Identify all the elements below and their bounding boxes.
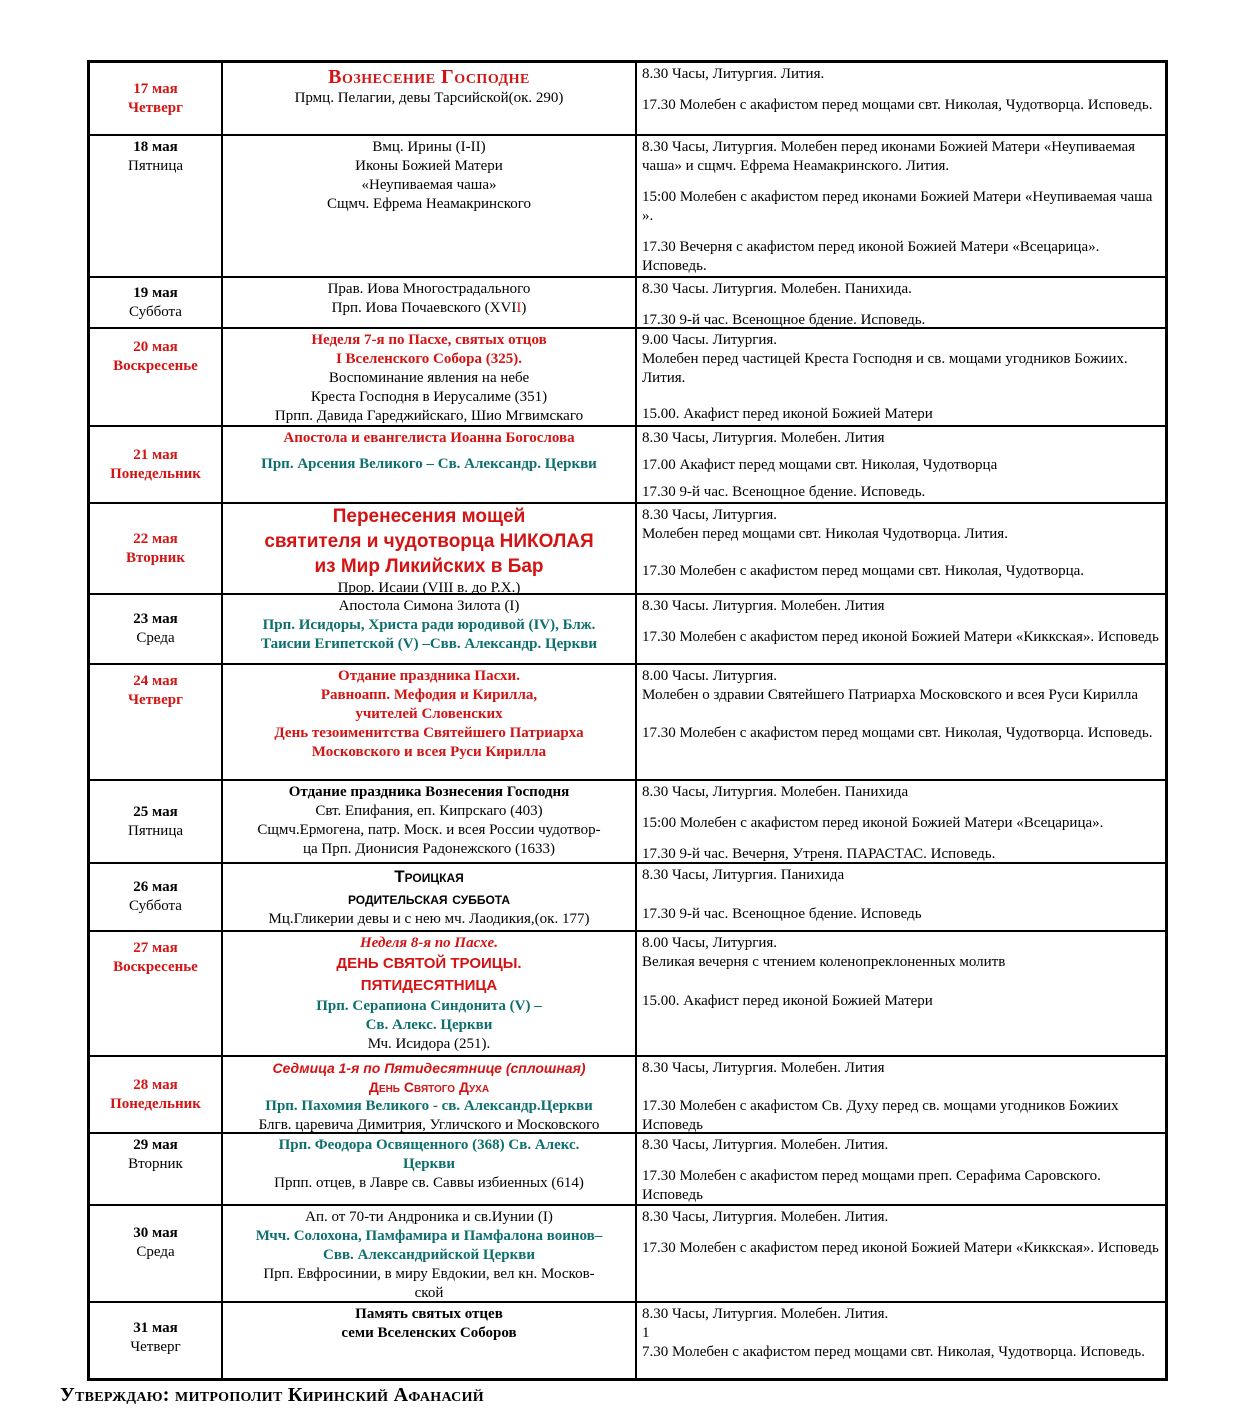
feast-cell — [223, 504, 637, 596]
approval-signature: Утверждаю: митрополит Киринский Афанасий — [60, 1384, 484, 1406]
feast-cell — [223, 63, 637, 134]
feast-title: святителя и чудотворца НИКОЛАЯ — [264, 531, 594, 552]
weekday: Четверг — [128, 99, 183, 116]
feast-cell — [223, 864, 637, 930]
feast-line: Прп. Серапиона Синдонита (V) – — [316, 998, 542, 1014]
service-entry: 8.30 Часы. Литургия. Молебен. Панихида. — [642, 281, 912, 297]
feast-line: Седмица 1-я по Пятидесятнице (сплошная) — [272, 1060, 586, 1076]
date: 29 мая — [133, 1137, 178, 1153]
feast-line: Неделя 8-я по Пасхе. — [360, 935, 498, 951]
service-entry: 8.30 Часы, Литургия. — [642, 507, 778, 523]
table-row — [90, 665, 1165, 781]
feast-line: Вмц. Ирины (I-II) — [372, 139, 486, 155]
service-entry: Великая вечерня с чтением коленопреклоненных молитв — [642, 954, 1006, 970]
feast-line: Свв. Александрийской Церкви — [323, 1247, 535, 1263]
date-cell — [90, 1057, 223, 1132]
feast-line: Ап. от 70-ти Андроника и св.Иунии (I) — [305, 1209, 553, 1225]
table-row — [90, 63, 1165, 136]
feast-text: Прп. Иова Почаевского (XVI — [331, 300, 517, 316]
feast-line: Сщмч.Ермогена, патр. Моск. и всея России чудотвор- — [257, 822, 601, 838]
feast-line: Прпп. отцев, в Лавре св. Саввы избиенных (614) — [274, 1175, 584, 1191]
feast-line: Отдание праздника Пасхи. — [338, 668, 520, 684]
feast-line: Прп. Исидоры, Христа ради юродивой (IV), Блж. — [262, 617, 596, 633]
service-entry: 17.30 Молебен с акафистом перед мощами свт. Николая, Чудотворца. Исповедь. — [642, 97, 1153, 113]
feast-cell — [223, 1206, 637, 1301]
date: 25 мая — [133, 803, 178, 820]
weekday: Понедельник — [110, 465, 201, 482]
feast-line: Таисии Египетской (V) –Свв. Александр. Церкви — [260, 636, 598, 652]
feast-line: «Неупиваемая чаша» — [361, 177, 497, 193]
date: 26 мая — [133, 879, 178, 895]
feast-line: День тезоименитства Святейшего Патриарха — [274, 725, 584, 741]
service-entry: 8.30 Часы, Литургия. Молебен. Лития — [642, 430, 885, 446]
services-cell — [637, 781, 1165, 862]
service-entry: 8.30 Часы, Литургия. Молебен. Панихида — [642, 784, 909, 800]
weekday: Четверг — [128, 692, 183, 708]
date-cell — [90, 864, 223, 930]
service-entry: 8.00 Часы, Литургия. — [642, 935, 778, 951]
date: 17 мая — [133, 80, 178, 97]
weekday: Суббота — [129, 303, 182, 320]
table-row — [90, 864, 1165, 932]
service-entry: 8.30 Часы, Литургия. Лития. — [642, 66, 825, 82]
services-cell — [637, 665, 1165, 779]
feast-line: Прп. Феодора Освященного (368) Св. Алекс. — [278, 1137, 580, 1153]
service-entry: 17.30 Молебен с акафистом перед мощами преп. Серафима Саровского. Исповедь — [642, 1168, 1101, 1203]
service-entry: 8.30 Часы, Литургия. Молебен. Лития. — [642, 1209, 889, 1225]
feast-line: I Вселенского Собора (325). — [335, 351, 523, 367]
services-cell — [637, 427, 1165, 502]
feast-line: Неделя 7-я по Пасхе, святых отцов — [311, 332, 547, 348]
date-cell — [90, 329, 223, 425]
feast-line: Память святых отцев — [355, 1306, 503, 1322]
weekday: Воскресенье — [113, 959, 198, 975]
service-entry: 17.30 Молебен с акафистом перед иконой Божией Матери «Киккская». Исповедь — [642, 1240, 1159, 1256]
services-cell — [637, 595, 1165, 663]
service-entry: Молебен перед мощами свт. Николая Чудотворца. Лития. — [642, 526, 1008, 542]
schedule-table — [87, 60, 1168, 1381]
weekday: Среда — [136, 630, 175, 646]
service-entry: 8.30 Часы, Литургия. Молебен. Лития. — [642, 1137, 889, 1153]
feast-title: родительская суббота — [347, 889, 511, 908]
date: 28 мая — [133, 1076, 178, 1093]
feast-cell — [223, 1134, 637, 1204]
weekday: Среда — [136, 1244, 175, 1260]
feast-line: семи Вселенских Соборов — [341, 1325, 517, 1341]
table-row — [90, 781, 1165, 864]
services-cell — [637, 63, 1165, 134]
service-entry: 7.30 Молебен с акафистом перед мощами свт. Николая, Чудотворца. Исповедь. — [642, 1344, 1145, 1360]
feast-line: Мц.Гликерии девы и с нею мч. Лаодикия,(ок. 177) — [268, 911, 590, 927]
feast-line: Равноапп. Мефодия и Кирилла, — [320, 687, 538, 703]
feast-line: Св. Алекс. Церкви — [365, 1017, 493, 1033]
date: 19 мая — [133, 284, 178, 301]
feast-line — [332, 299, 527, 318]
feast-line: Московского и всея Руси Кирилла — [311, 744, 547, 760]
feast-line: Блгв. царевича Димитрия, Угличского и Московского — [258, 1117, 600, 1133]
table-row — [90, 136, 1165, 278]
feast-cell — [223, 136, 637, 276]
date-cell — [90, 278, 223, 327]
feast-line: Иконы Божией Матери — [355, 158, 503, 174]
services-cell — [637, 1134, 1165, 1204]
feast-text-red: I — [516, 300, 522, 316]
weekday: Четверг — [130, 1339, 181, 1355]
feast-line: Прор. Исаии (VIII в. до Р.Х.) — [337, 580, 521, 596]
date: 22 мая — [133, 530, 178, 547]
services-cell — [637, 1303, 1165, 1378]
feast-title: ДЕНЬ СВЯТОЙ ТРОИЦЫ. — [336, 955, 522, 972]
feast-line: Прп. Евфросинии, в миру Евдокии, вел кн. Москов- — [263, 1266, 595, 1282]
services-cell — [637, 329, 1165, 425]
date: 20 мая — [133, 339, 178, 355]
service-entry: 15:00 Молебен с акафистом перед иконами Божией Матери «Неупиваемая чаша ». — [642, 189, 1153, 224]
weekday: Воскресенье — [113, 358, 198, 374]
service-entry: 17.30 Вечерня с акафистом перед иконой Божией Матери «Всецарица». Исповедь. — [642, 239, 1100, 274]
feast-line: Прав. Иова Многострадального — [327, 281, 531, 297]
service-entry: 17.30 Молебен с акафистом Св. Духу перед св. мощами угодников Божиих Исповедь — [642, 1098, 1119, 1133]
date: 27 мая — [133, 940, 178, 956]
table-row — [90, 1303, 1165, 1378]
weekday: Пятница — [127, 822, 184, 839]
feast-cell — [223, 781, 637, 862]
weekday: Пятница — [127, 158, 184, 174]
feast-title: Перенесения мощей — [332, 506, 526, 527]
feast-line: Свт. Епифания, еп. Кипрскаго (403) — [315, 803, 543, 819]
date-cell — [90, 63, 223, 134]
table-row — [90, 1057, 1165, 1134]
service-entry: 8.30 Часы, Литургия. Молебен. Лития — [642, 1060, 885, 1076]
feast-line: Прп. Пахомия Великого - св. Александр.Церкви — [265, 1098, 593, 1114]
date-cell — [90, 595, 223, 663]
service-entry: 1 — [642, 1325, 650, 1341]
table-row — [90, 329, 1165, 427]
table-row — [90, 278, 1165, 329]
feast-cell — [223, 932, 637, 1055]
date-cell — [90, 427, 223, 502]
feast-title: ПЯТИДЕСЯТНИЦА — [360, 977, 498, 994]
table-row — [90, 504, 1165, 595]
service-entry: 8.30 Часы, Литургия. Панихида — [642, 867, 845, 883]
feast-line: Мч. Исидора (251). — [367, 1036, 491, 1052]
service-entry: 17.30 9-й час. Всенощное бдение. Исповедь — [642, 906, 922, 922]
service-entry: 8.00 Часы. Литургия. — [642, 668, 778, 684]
table-row — [90, 427, 1165, 504]
feast-cell — [223, 1057, 637, 1132]
table-row — [90, 1134, 1165, 1206]
feast-cell — [223, 329, 637, 425]
date-cell — [90, 1134, 223, 1204]
feast-line: Прпп. Давида Гареджийскаго, Шио Мгвимскаго — [274, 408, 584, 424]
service-entry: 8.30 Часы, Литургия. Молебен перед иконами Божией Матери «Неупиваемая чаша» и сщмч. Ефрема Неамакринского. Лития. — [642, 139, 1136, 174]
service-entry: 17.30 9-й час. Всенощное бдение. Исповедь. — [642, 312, 926, 328]
feast-line: Креста Господня в Иерусалиме (351) — [310, 389, 548, 405]
table-row — [90, 932, 1165, 1057]
feast-title: Троицкая — [394, 867, 464, 886]
date-cell — [90, 1206, 223, 1301]
service-entry: 17.30 Молебен с акафистом перед иконой Божией Матери «Киккская». Исповедь — [642, 629, 1159, 645]
feast-line: Отдание праздника Вознесения Господня — [288, 784, 570, 800]
feast-title: Вознесение Господне — [328, 66, 530, 88]
date-cell — [90, 136, 223, 276]
services-cell — [637, 1206, 1165, 1301]
feast-line: ца Прп. Дионисия Радонежского (1633) — [302, 841, 556, 857]
date: 24 мая — [133, 673, 178, 689]
service-entry: 9.00 Часы. Литургия. — [642, 332, 778, 348]
date-cell — [90, 781, 223, 862]
service-entry: 17.00 Акафист перед мощами свт. Николая, Чудотворца — [642, 457, 998, 473]
services-cell — [637, 932, 1165, 1055]
weekday: Суббота — [129, 898, 182, 914]
feast-line: Церкви — [402, 1156, 456, 1172]
services-cell — [637, 278, 1165, 327]
date: 18 мая — [133, 139, 178, 155]
date: 30 мая — [133, 1225, 178, 1241]
table-row — [90, 1206, 1165, 1303]
services-cell — [637, 504, 1165, 593]
date: 31 мая — [133, 1320, 178, 1336]
service-entry: 8.30 Часы, Литургия. Молебен. Лития. — [642, 1306, 889, 1322]
date-cell — [90, 665, 223, 779]
service-entry: 17.30 9-й час. Всенощное бдение. Исповедь. — [642, 484, 926, 500]
feast-line: Воспоминание явления на небе — [328, 370, 530, 386]
feast-line: Сщмч. Ефрема Неамакринского — [326, 196, 532, 212]
table-row — [90, 595, 1165, 665]
date-cell — [90, 932, 223, 1055]
weekday: Понедельник — [110, 1095, 201, 1112]
services-cell — [637, 864, 1165, 930]
date: 23 мая — [133, 611, 178, 627]
feast-line: ской — [414, 1285, 444, 1301]
feast-title: из Мир Ликийских в Бар — [314, 556, 544, 577]
weekday: Вторник — [128, 1156, 183, 1172]
services-cell — [637, 136, 1165, 276]
service-entry: 8.30 Часы. Литургия. Молебен. Лития — [642, 598, 885, 614]
feast-cell — [223, 1303, 637, 1378]
service-entry: 17.30 9-й час. Вечерня, Утреня. ПАРАСТАС. Исповедь. — [642, 846, 996, 862]
feast-line: Апостола и евангелиста Иоанна Богослова — [283, 430, 575, 446]
feast-text: ) — [521, 300, 527, 316]
feast-cell — [223, 278, 637, 327]
feast-line: Прмц. Пелагии, девы Тарсийской(ок. 290) — [294, 90, 564, 106]
feast-line: учителей Словенских — [355, 706, 503, 722]
feast-cell — [223, 427, 637, 502]
date: 21 мая — [133, 446, 178, 463]
service-entry: 15.00. Акафист перед иконой Божией Матери — [642, 406, 933, 422]
date-cell — [90, 1303, 223, 1378]
feast-cell — [223, 595, 637, 663]
feast-line: Мчч. Солохона, Памфамира и Памфалона воинов– — [255, 1228, 603, 1244]
services-cell — [637, 1057, 1165, 1132]
service-entry: 15:00 Молебен с акафистом перед иконой Божией Матери «Всецарица». — [642, 815, 1104, 831]
feast-title: День Святого Духа — [368, 1079, 490, 1095]
feast-cell — [223, 665, 637, 779]
feast-line: Прп. Арсения Великого – Св. Александр. Церкви — [261, 456, 597, 472]
date-cell — [90, 504, 223, 593]
service-entry: 17.30 Молебен с акафистом перед мощами свт. Николая, Чудотворца. — [642, 563, 1085, 579]
service-entry: 15.00. Акафист перед иконой Божией Матери — [642, 993, 933, 1009]
weekday: Вторник — [126, 549, 185, 566]
service-entry: Молебен о здравии Святейшего Патриарха Московского и всея Руси Кирилла — [642, 687, 1138, 703]
service-entry: Молебен перед частицей Креста Господня и св. мощами угодников Божиих. Лития. — [642, 351, 1128, 386]
feast-line: Апостола Симона Зилота (I) — [338, 598, 520, 614]
service-entry: 17.30 Молебен с акафистом перед мощами свт. Николая, Чудотворца. Исповедь. — [642, 725, 1153, 741]
